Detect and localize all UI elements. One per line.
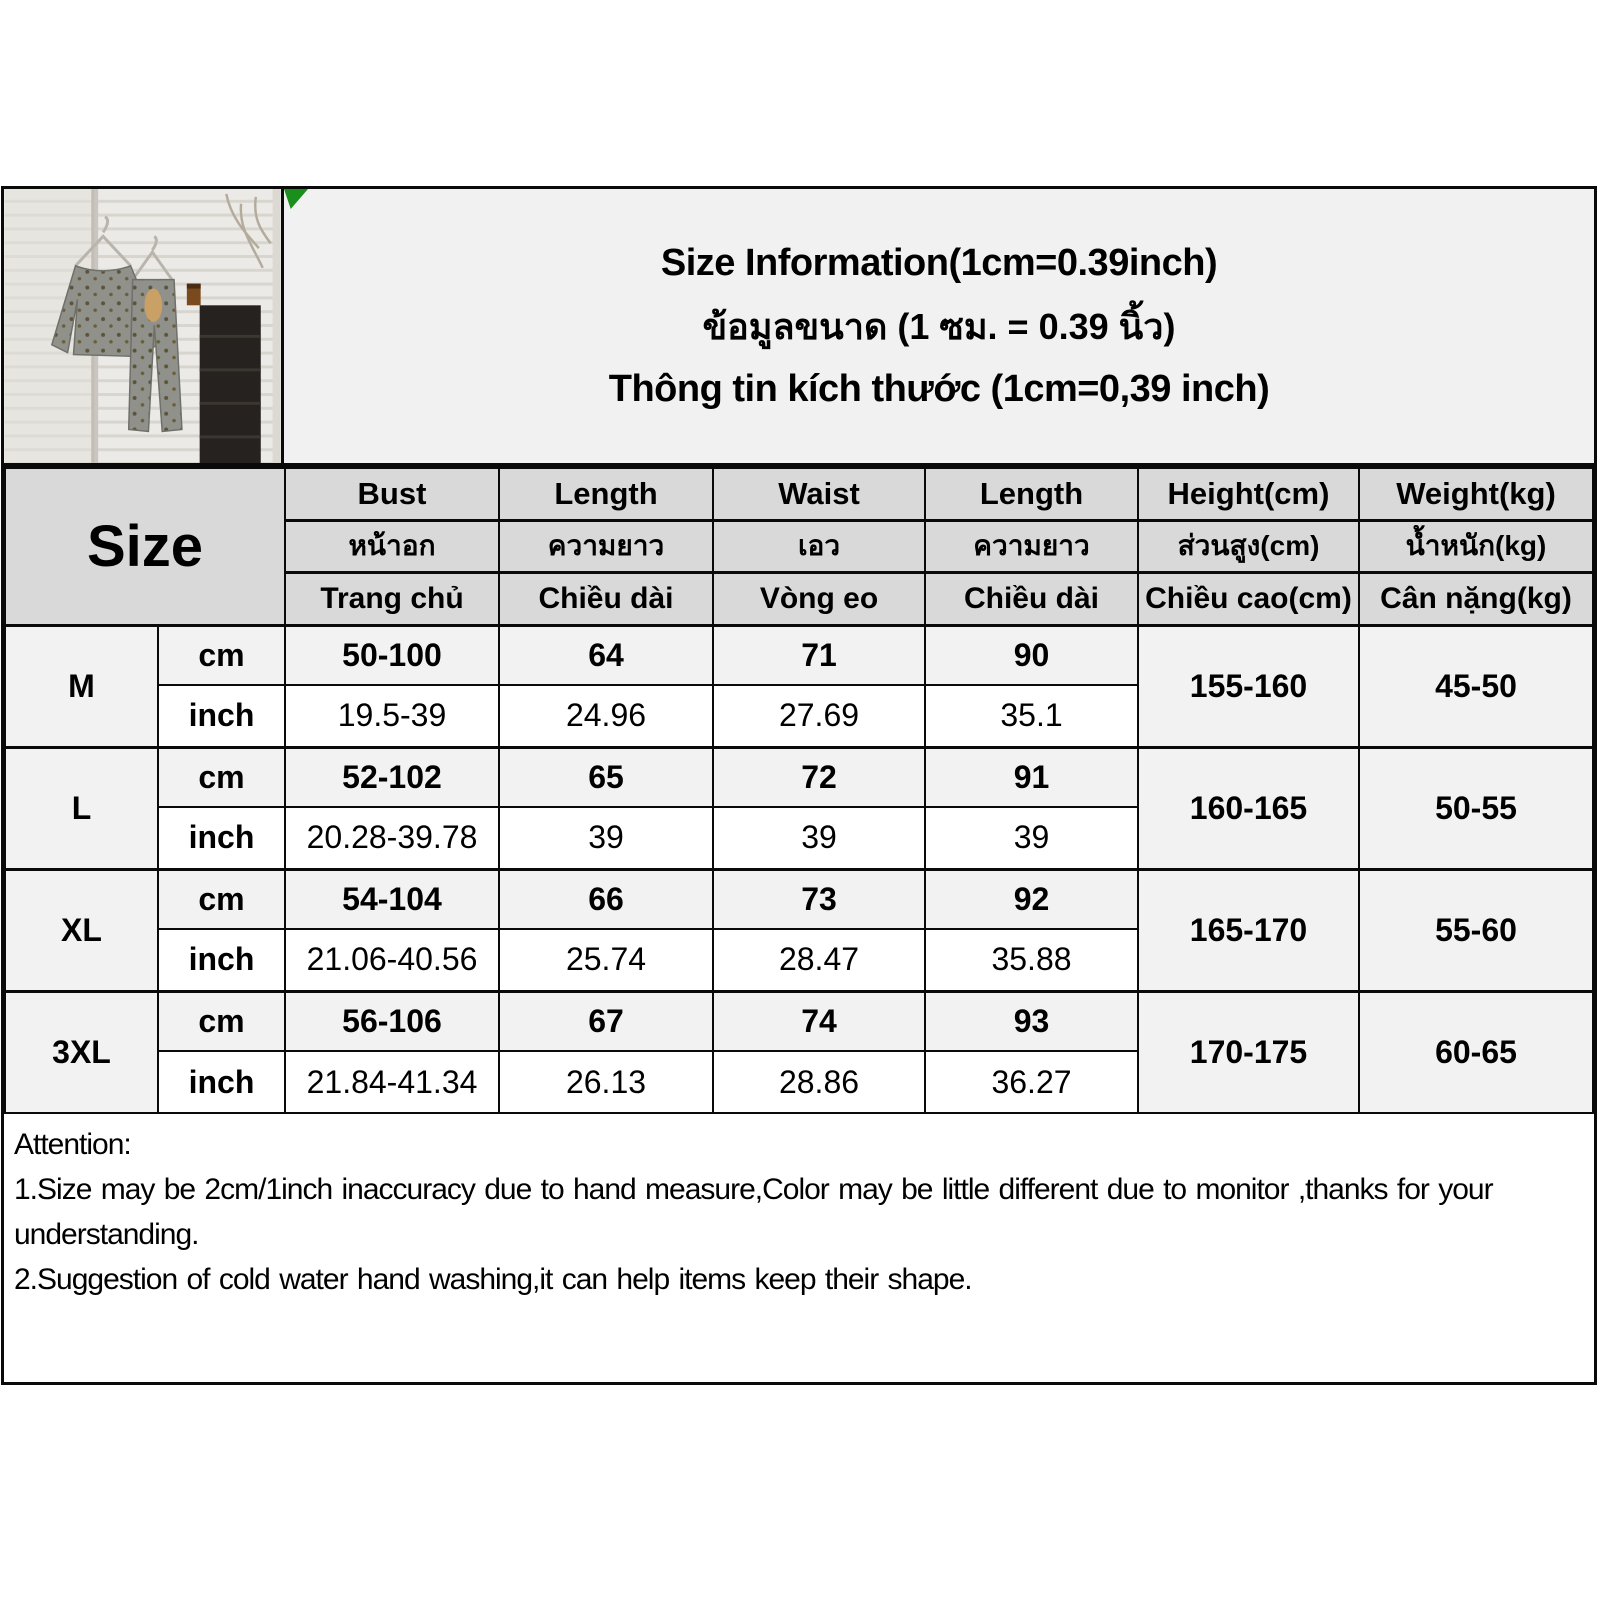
- cell-l-cm-length: 65: [499, 747, 713, 807]
- size-table: [4, 467, 1594, 1114]
- col-header-bust-vi: Trang chủ: [285, 572, 499, 625]
- cell-m-cm-bust: 50-100: [285, 625, 499, 685]
- green-corner-marker-icon: [284, 189, 308, 209]
- dresser: [200, 305, 261, 463]
- attention-note-1: 1.Size may be 2cm/1inch inaccuracy due to hand measure,Color may be little different due to monitor ,thanks for your understanding.: [14, 1173, 1493, 1251]
- cell-xl-inch-bust: 21.06-40.56: [285, 929, 499, 991]
- cell-m-inch-bust: 19.5-39: [285, 685, 499, 747]
- cell-l-cm-length2: 91: [925, 747, 1138, 807]
- product-photo: [4, 189, 284, 463]
- col-header-length2-th: ความยาว: [925, 520, 1138, 572]
- col-header-bust-th: หน้าอก: [285, 520, 499, 572]
- unit-label: cm: [158, 991, 285, 1051]
- col-header-length-en: Length: [499, 468, 713, 520]
- unit-label: cm: [158, 869, 285, 929]
- col-header-waist-th: เอว: [713, 520, 925, 572]
- cell-l-cm-waist: 72: [713, 747, 925, 807]
- cell-3xl-cm-length: 67: [499, 991, 713, 1051]
- cell-m-cm-length2: 90: [925, 625, 1138, 685]
- cell-l-weight: 50-55: [1359, 747, 1593, 869]
- cell-3xl-inch-length: 26.13: [499, 1051, 713, 1113]
- unit-label: cm: [158, 747, 285, 807]
- cell-3xl-height: 170-175: [1138, 991, 1359, 1113]
- col-header-length2-vi: Chiều dài: [925, 572, 1138, 625]
- row-m-cm: [5, 625, 1593, 685]
- cell-m-weight: 45-50: [1359, 625, 1593, 747]
- cell-m-inch-length2: 35.1: [925, 685, 1138, 747]
- col-header-length-vi: Chiều dài: [499, 572, 713, 625]
- title-vi: Thông tin kích thước (1cm=0,39 inch): [608, 367, 1270, 410]
- cell-3xl-weight: 60-65: [1359, 991, 1593, 1113]
- col-header-weight-en: Weight(kg): [1359, 468, 1593, 520]
- cell-xl-weight: 55-60: [1359, 869, 1593, 991]
- waist-tie: [144, 289, 162, 323]
- size-name-m: M: [5, 625, 158, 747]
- cell-l-height: 160-165: [1138, 747, 1359, 869]
- cell-3xl-cm-bust: 56-106: [285, 991, 499, 1051]
- cell-xl-cm-waist: 73: [713, 869, 925, 929]
- col-header-weight-th: น้ำหนัก(kg): [1359, 520, 1593, 572]
- row-xl-cm: [5, 869, 1593, 929]
- unit-label: inch: [158, 929, 285, 991]
- col-header-height-vi: Chiều cao(cm): [1138, 572, 1359, 625]
- unit-label: inch: [158, 1051, 285, 1113]
- col-header-length-th: ความยาว: [499, 520, 713, 572]
- size-name-l: L: [5, 747, 158, 869]
- cell-3xl-inch-bust: 21.84-41.34: [285, 1051, 499, 1113]
- title-cell: [284, 189, 1594, 463]
- product-photo-illustration: [4, 189, 281, 463]
- unit-label: cm: [158, 625, 285, 685]
- top-band: [4, 189, 1594, 467]
- size-name-3xl: 3XL: [5, 991, 158, 1113]
- cell-3xl-inch-waist: 28.86: [713, 1051, 925, 1113]
- unit-label: inch: [158, 807, 285, 869]
- cell-xl-cm-length2: 92: [925, 869, 1138, 929]
- cell-3xl-cm-length2: 93: [925, 991, 1138, 1051]
- cell-l-inch-length2: 39: [925, 807, 1138, 869]
- col-header-height-th: ส่วนสูง(cm): [1138, 520, 1359, 572]
- header-row-en: [5, 468, 1593, 520]
- cell-m-cm-length: 64: [499, 625, 713, 685]
- size-info-sheet: [1, 186, 1597, 1385]
- attention-section: [4, 1114, 1594, 1382]
- cell-xl-cm-length: 66: [499, 869, 713, 929]
- cell-3xl-cm-waist: 74: [713, 991, 925, 1051]
- cell-xl-inch-waist: 28.47: [713, 929, 925, 991]
- col-header-waist-en: Waist: [713, 468, 925, 520]
- size-column-header: Size: [5, 468, 285, 625]
- col-header-height-en: Height(cm): [1138, 468, 1359, 520]
- unit-label: inch: [158, 685, 285, 747]
- col-header-length2-en: Length: [925, 468, 1138, 520]
- row-l-cm: [5, 747, 1593, 807]
- cell-l-cm-bust: 52-102: [285, 747, 499, 807]
- col-header-weight-vi: Cân nặng(kg): [1359, 572, 1593, 625]
- cell-xl-height: 165-170: [1138, 869, 1359, 991]
- cell-m-height: 155-160: [1138, 625, 1359, 747]
- cell-xl-inch-length: 25.74: [499, 929, 713, 991]
- cell-m-inch-length: 24.96: [499, 685, 713, 747]
- title-en: Size Information(1cm=0.39inch): [660, 241, 1218, 284]
- cell-3xl-inch-length2: 36.27: [925, 1051, 1138, 1113]
- attention-heading: Attention:: [14, 1128, 131, 1161]
- cell-l-inch-waist: 39: [713, 807, 925, 869]
- cell-m-cm-waist: 71: [713, 625, 925, 685]
- cell-xl-inch-length2: 35.88: [925, 929, 1138, 991]
- row-3xl-cm: [5, 991, 1593, 1051]
- cell-xl-cm-bust: 54-104: [285, 869, 499, 929]
- attention-note-2: 2.Suggestion of cold water hand washing,it can help items keep their shape.: [14, 1263, 972, 1296]
- col-header-waist-vi: Vòng eo: [713, 572, 925, 625]
- cell-m-inch-waist: 27.69: [713, 685, 925, 747]
- cell-l-inch-length: 39: [499, 807, 713, 869]
- title-th: ข้อมูลขนาด (1 ซม. = 0.39 นิ้ว): [702, 305, 1176, 347]
- col-header-bust-en: Bust: [285, 468, 499, 520]
- cell-l-inch-bust: 20.28-39.78: [285, 807, 499, 869]
- size-name-xl: XL: [5, 869, 158, 991]
